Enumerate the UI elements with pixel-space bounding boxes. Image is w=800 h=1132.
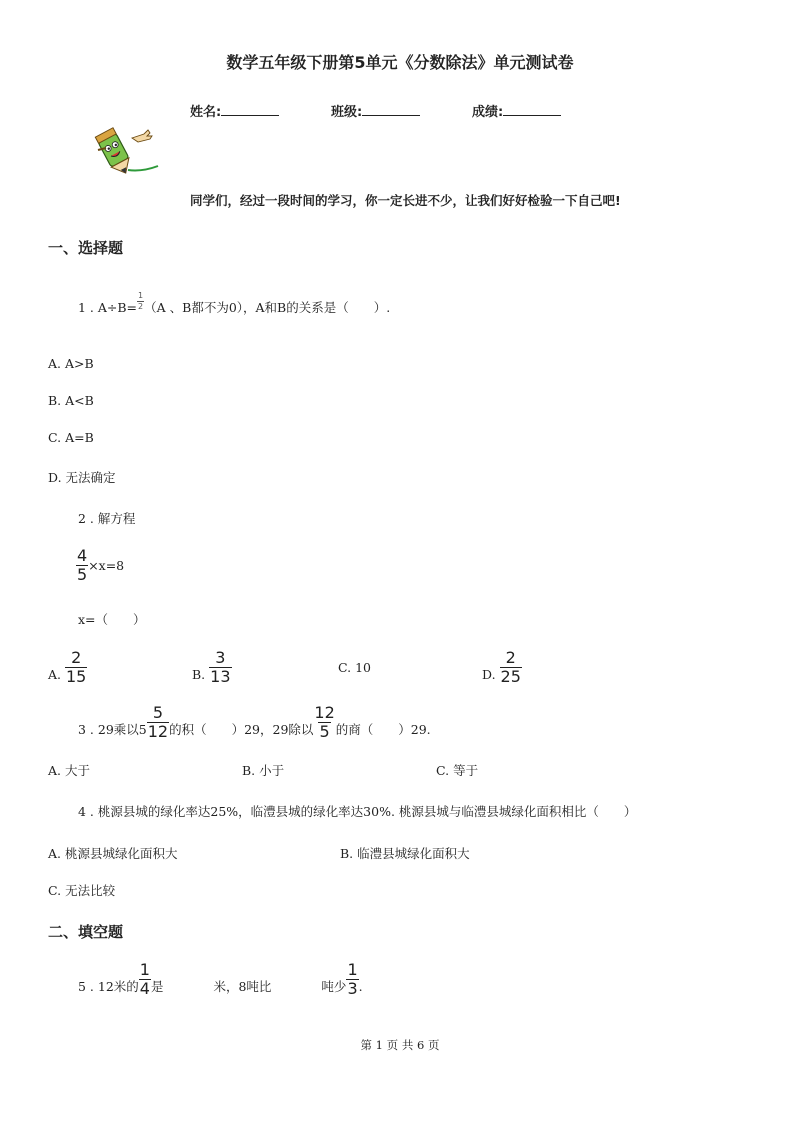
q2-option-c-text: 10 xyxy=(355,660,371,675)
q4-option-c[interactable]: C. 无法比较 xyxy=(48,883,116,898)
q2-option-a-num: 2 xyxy=(71,648,82,667)
class-blank[interactable] xyxy=(362,103,420,116)
q5-fraction-1 xyxy=(139,962,151,997)
q3-part2: 的积（ ）29，29除以 xyxy=(169,722,314,737)
pencil-mascot-icon xyxy=(92,124,162,176)
class-field xyxy=(331,101,420,120)
q3-f1-num: 5 xyxy=(152,703,163,722)
q3-f1-den: 12 xyxy=(147,722,169,741)
q2-eq-fraction xyxy=(76,548,88,583)
q5-part1: 5 . 12米的 xyxy=(78,979,139,994)
q4-option-b[interactable]: B. 临澧县城绿化面积大 xyxy=(340,846,470,861)
q2-option-a[interactable] xyxy=(48,650,87,685)
q3-option-c[interactable]: C. 等于 xyxy=(436,763,479,778)
q2-option-c[interactable] xyxy=(338,660,371,675)
q2-option-b-den: 13 xyxy=(210,667,231,686)
score-label: 成绩: xyxy=(472,105,504,120)
q5-part3: . xyxy=(358,979,363,994)
section-heading-choice: 一、选择题 xyxy=(48,239,124,257)
q2-option-d-den: 25 xyxy=(500,667,521,686)
name-label: 姓名: xyxy=(190,105,222,120)
q2-option-a-letter: A. xyxy=(48,667,62,682)
q1-option-c[interactable]: C. A=B xyxy=(48,430,94,445)
question-2-stem: 2 . 解方程 xyxy=(78,511,136,526)
page-title: 数学五年级下册第5单元《分数除法》单元测试卷 xyxy=(226,53,574,72)
section-heading-fill: 二、填空题 xyxy=(48,923,124,941)
q2-option-b[interactable] xyxy=(192,650,232,685)
q1-frac-den: 2 xyxy=(138,302,144,311)
q2-option-a-den: 15 xyxy=(66,667,87,686)
name-blank[interactable] xyxy=(221,103,279,116)
q3-f2-num: 12 xyxy=(314,703,335,722)
q3-option-a[interactable]: A. 大于 xyxy=(48,763,90,778)
score-blank[interactable] xyxy=(503,103,561,116)
name-field xyxy=(190,101,279,120)
q2-option-d-letter: D. xyxy=(482,667,496,682)
q1-suffix: （A 、B都不为0），A和B的关系是（ ）. xyxy=(144,300,391,315)
q4-option-a[interactable]: A. 桃源县城绿化面积大 xyxy=(48,846,178,861)
q2-option-d-fraction xyxy=(500,650,522,685)
q3-fraction-1 xyxy=(147,705,169,740)
q5-part2: 是 米，8吨比 吨少 xyxy=(150,979,347,994)
q5-f1-den: 4 xyxy=(139,979,150,998)
q2-option-b-fraction xyxy=(209,650,231,685)
question-1 xyxy=(78,292,390,316)
q1-prefix: 1 . A÷B= xyxy=(78,300,138,315)
q5-f2-den: 3 xyxy=(347,979,358,998)
q5-f2-num: 1 xyxy=(347,960,358,979)
question-4: 4 . 桃源县城的绿化率达25%，临澧县城的绿化率达30%. 桃源县城与临澧县城绿化面积相比（ ） xyxy=(78,804,637,819)
q1-option-d[interactable]: D. 无法确定 xyxy=(48,470,116,485)
q2-option-d[interactable] xyxy=(482,650,522,685)
page-footer: 第 1 页 共 6 页 xyxy=(360,1038,440,1052)
q2-eq-num: 4 xyxy=(77,546,88,565)
q5-f1-num: 1 xyxy=(139,960,150,979)
question-5 xyxy=(78,962,363,997)
q2-equation xyxy=(76,548,124,583)
q1-option-b[interactable]: B. A<B xyxy=(48,393,94,408)
q3-part3: 的商（ ）29. xyxy=(335,722,431,737)
q2-option-b-num: 3 xyxy=(215,648,226,667)
q3-fraction-2 xyxy=(313,705,335,740)
q1-option-a[interactable]: A. A>B xyxy=(48,356,94,371)
q2-answer-blank: x=（ ） xyxy=(78,612,146,627)
q3-option-b[interactable]: B. 小于 xyxy=(242,763,285,778)
q5-fraction-2 xyxy=(346,962,358,997)
encouragement-text: 同学们，经过一段时间的学习，你一定长进不少，让我们好好检验一下自己吧! xyxy=(190,193,621,208)
q2-eq-den: 5 xyxy=(77,565,88,584)
q3-f2-den: 5 xyxy=(319,722,330,741)
q2-option-c-letter: C. xyxy=(338,660,352,675)
q1-frac-num: 1 xyxy=(138,291,144,300)
score-field xyxy=(472,101,561,120)
q2-eq-rest: ×x=8 xyxy=(88,558,125,573)
question-3 xyxy=(78,705,431,740)
q3-part1: 3 . 29乘以5 xyxy=(78,722,147,737)
q2-option-a-fraction xyxy=(65,650,87,685)
q2-option-d-num: 2 xyxy=(505,648,516,667)
q2-option-b-letter: B. xyxy=(192,667,206,682)
class-label: 班级: xyxy=(331,105,363,120)
